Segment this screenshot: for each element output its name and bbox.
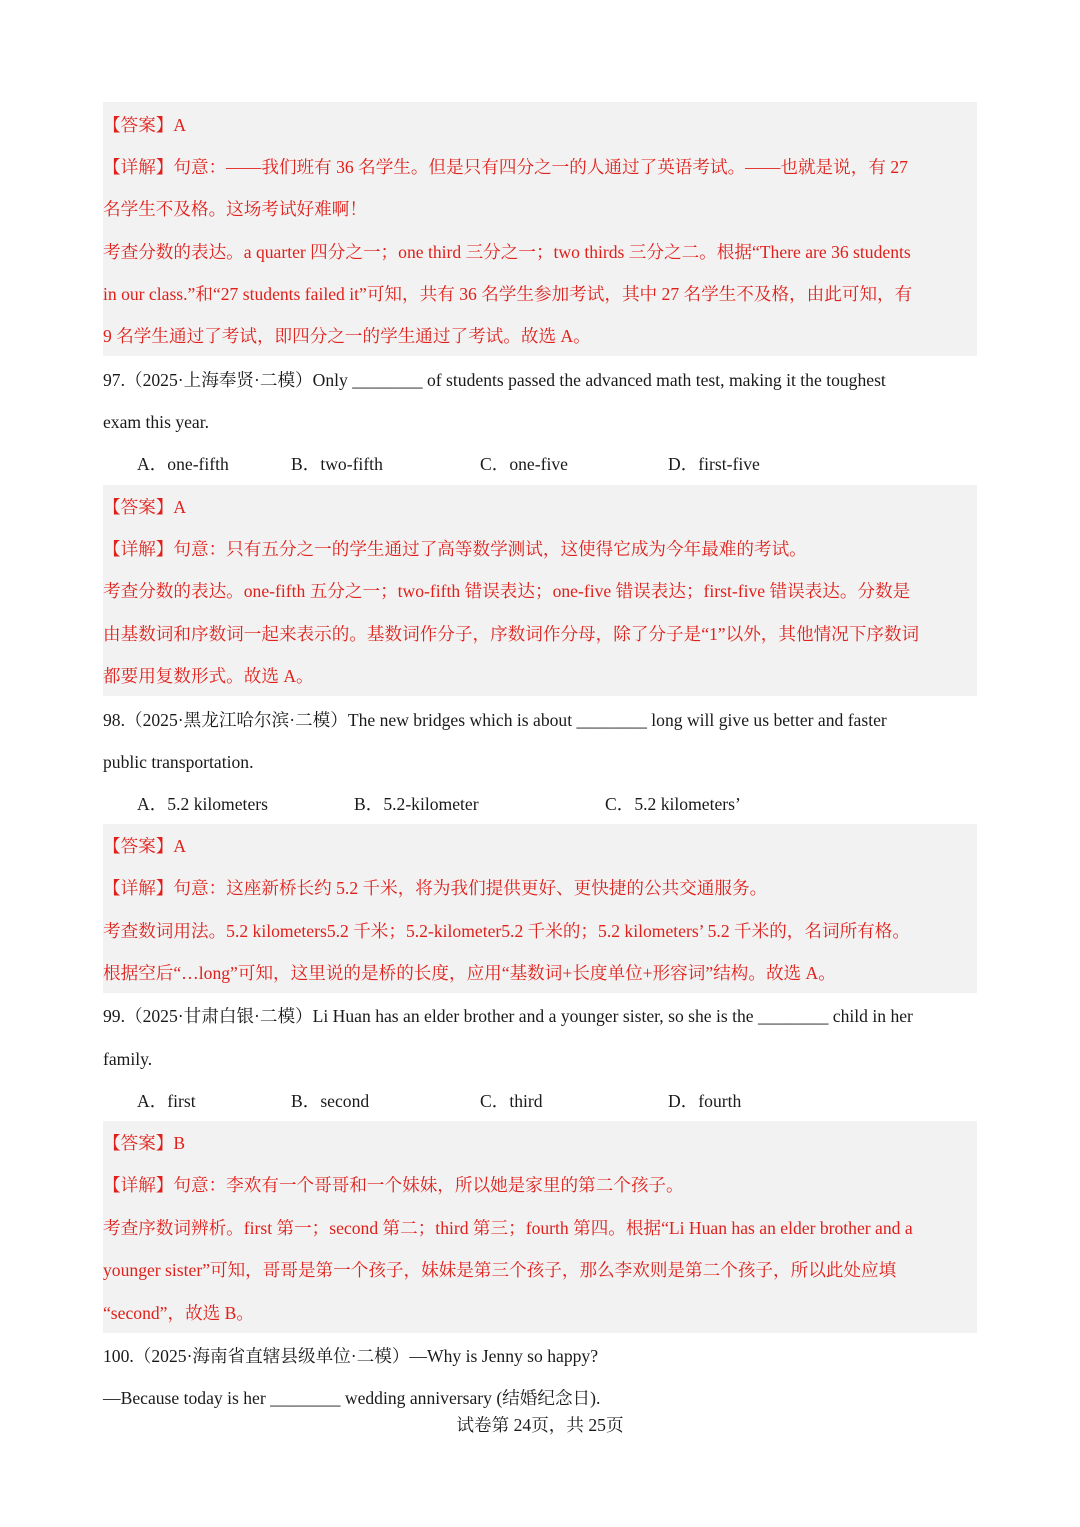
explanation-line: 由基数词和序数词一起来表示的。基数词作分子，序数词作分母，除了分子是“1”以外，其他情况下序数词 xyxy=(103,624,920,644)
question-100-text: 100.（2025·海南省直辖县级单位·二模）—Why is Jenny so happy? xyxy=(103,1346,599,1366)
explanation-line: 根据空后“…long”可知，这里说的是桥的长度，应用“基数词+长度单位+形容词”结构。故选 A。 xyxy=(103,963,836,983)
explanation-line: 考查序数词辨析。first 第一；second 第二；third 第三；fourth 第四。根据“Li Huan has an elder brother and a xyxy=(103,1218,913,1238)
explanation-line: 9 名学生通过了考试，即四分之一的学生通过了考试。故选 A。 xyxy=(103,326,591,346)
answer-label: 【答案】A xyxy=(103,836,187,856)
explanation-line: 名学生不及格。这场考试好难啊！ xyxy=(103,199,367,219)
explanation-line: 都要用复数形式。故选 A。 xyxy=(103,666,314,686)
question-97-text-cont: exam this year. xyxy=(103,412,210,432)
explanation-line: 【详解】句意：只有五分之一的学生通过了高等数学测试，这使得它成为今年最难的考试。 xyxy=(103,539,807,559)
answer-label: 【答案】A xyxy=(103,497,187,517)
option-a: A．one-fifth xyxy=(137,454,229,474)
answer-block-96 xyxy=(103,102,977,356)
option-c: C．5.2 kilometers’ xyxy=(605,794,741,814)
explanation-line: “second”，故选 B。 xyxy=(103,1303,254,1323)
explanation-line: 【详解】句意：李欢有一个哥哥和一个妹妹，所以她是家里的第二个孩子。 xyxy=(103,1175,684,1195)
option-d: D．fourth xyxy=(668,1091,742,1111)
option-b: B．5.2-kilometer xyxy=(354,794,479,814)
option-b: B．second xyxy=(291,1091,370,1111)
explanation-line: in our class.”和“27 students failed it”可知，共有 36 名学生参加考试，其中 27 名学生不及格，由此可知，有 xyxy=(103,284,913,304)
option-b: B．two-fifth xyxy=(291,454,383,474)
option-c: C．one-five xyxy=(480,454,568,474)
question-99-text-cont: family. xyxy=(103,1049,153,1069)
option-c: C．third xyxy=(480,1091,543,1111)
question-99-text: 99.（2025·甘肃白银·二模）Li Huan has an elder brother and a younger sister, so she is the ________ child in her xyxy=(103,1006,913,1026)
option-d: D．first-five xyxy=(668,454,760,474)
question-97-text: 97.（2025·上海奉贤·二模）Only ________ of students passed the advanced math test, making it the toughest xyxy=(103,370,886,390)
page-footer: 试卷第 24页，共 25页 xyxy=(456,1415,624,1435)
explanation-line: 考查数词用法。5.2 kilometers5.2 千米；5.2-kilometer5.2 千米的；5.2 kilometers’ 5.2 千米的，名词所有格。 xyxy=(103,921,910,941)
explanation-line: younger sister”可知，哥哥是第一个孩子，妹妹是第三个孩子，那么李欢则是第二个孩子，所以此处应填 xyxy=(103,1260,897,1280)
question-100-text-cont: —Because today is her ________ wedding anniversary (结婚纪念日). xyxy=(103,1388,601,1408)
explanation-line: 考查分数的表达。a quarter 四分之一；one third 三分之一；two thirds 三分之二。根据“There are 36 students xyxy=(103,242,911,262)
explanation-line: 【详解】句意：这座新桥长约 5.2 千米，将为我们提供更好、更快捷的公共交通服务。 xyxy=(103,878,768,898)
explanation-line: 考查分数的表达。one-fifth 五分之一；two-fifth 错误表达；one-five 错误表达；first-five 错误表达。分数是 xyxy=(103,581,911,601)
answer-label: 【答案】B xyxy=(103,1133,186,1153)
question-98-text-cont: public transportation. xyxy=(103,752,254,772)
explanation-line: 【详解】句意：——我们班有 36 名学生。但是只有四分之一的人通过了英语考试。——也就是说，有 27 xyxy=(103,157,908,177)
answer-label: 【答案】A xyxy=(103,115,187,135)
option-a: A．5.2 kilometers xyxy=(137,794,268,814)
option-a: A．first xyxy=(137,1091,196,1111)
question-98-text: 98.（2025·黑龙江哈尔滨·二模）The new bridges which is about ________ long will give us better and faster xyxy=(103,710,887,730)
